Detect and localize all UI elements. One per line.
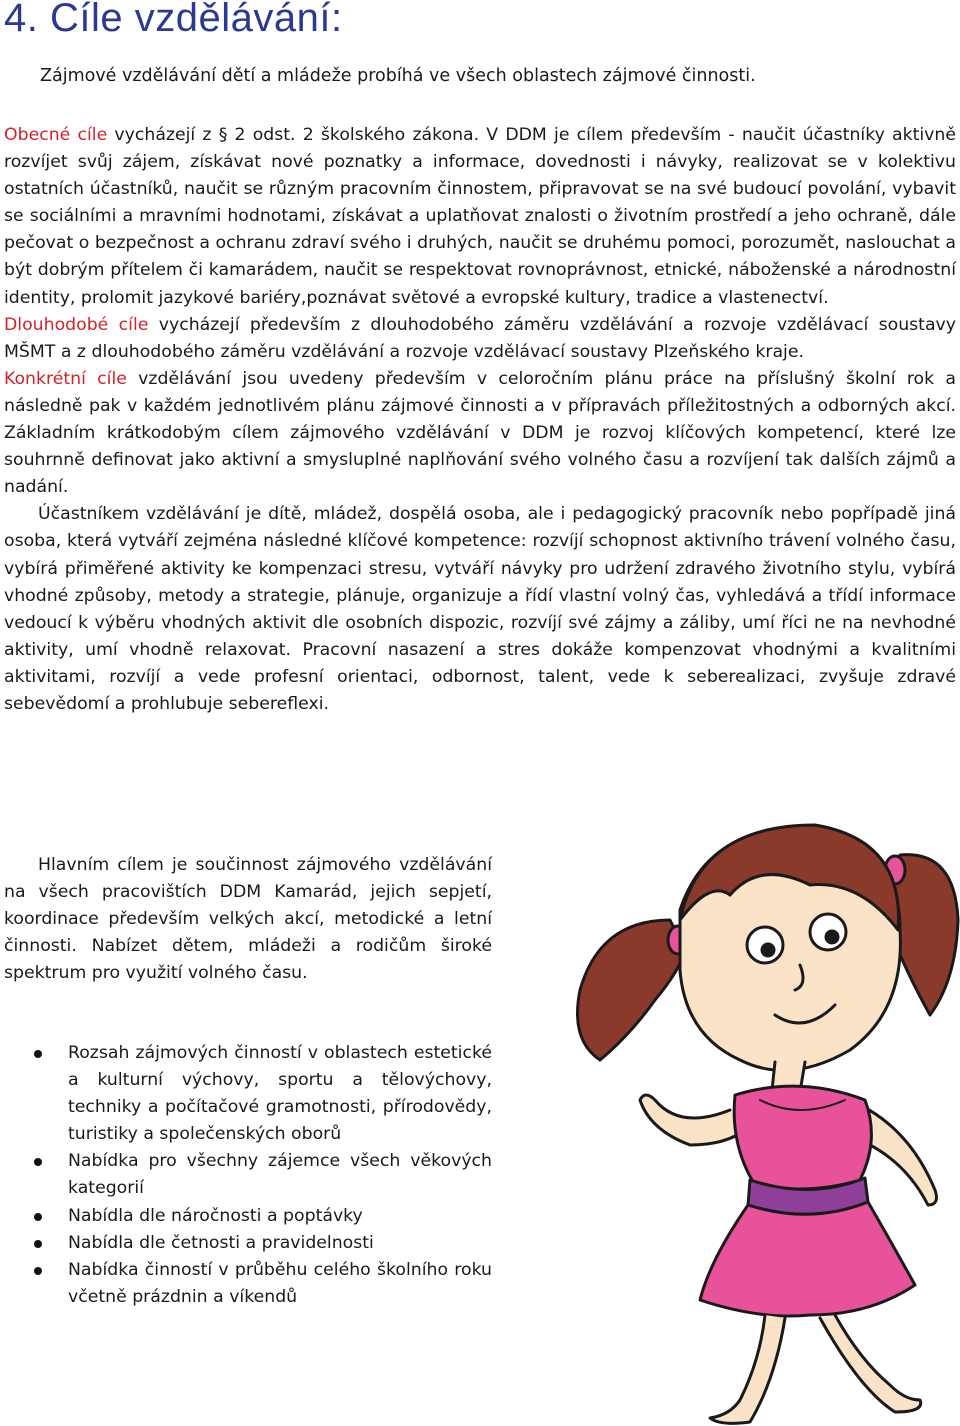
long-term-goals-text: vycházejí především z dlouhodobého záměru vzdělávání a rozvoje vzdělávací soustavy MŠMT a z dlouhodobého záměru vzdělávání a rozvoje vzdělávací soustavy Plzeňského kraje. xyxy=(4,314,956,362)
list-item xyxy=(20,1230,492,1257)
list-item-text: Rozsah zájmových činností v oblastech estetické a kulturní výchovy, sportu a tělovýchovy, techniky a počítačové gramotnosti, přírodovědy, turistiky a společenských oborů xyxy=(68,1043,492,1145)
main-goal-paragraph: Hlavním cílem je součinnost zájmového vzdělávání na všech pracovištích DDM Kamarád, jejich sepjetí, koordinace především velkých akcí, metodické a letní činnosti. Nabízet dětem, mládeži a rodičům široké spektrum pro využití volného času. xyxy=(4,855,492,984)
participant-paragraph: Účastníkem vzdělávání je dítě, mládež, dospělá osoba, ale i pedagogický pracovník nebo popřípadě jiná osoba, která vytváří zejména následné klíčové kompetence: rozvíjí schopnost aktivního trávení volného času, vybírá přiměřené aktivity ke kompenzaci stresu, vytváří návyky pro udržení zdravého životního stylu, vybírá vhodné způsoby, metody a strategie, plánuje, organizuje a řídí vlastní volný čas, vyhledává a třídí informace vedoucí k výběru vhodných aktivit dle osobních dispozic, rozvíjí své zájmy a záliby, umí říci ne na nevhodné aktivity, umí vhodně relaxovat. Pracovní nasazení a stres dokáže kompenzovat vhodnými a kvalitními aktivitami, rozvíjí a vede profesní orientaci, odbornost, talent, vede k seberealizaci, zvyšuje zdravé sebevědomí a prohlubuje sebereflexi. xyxy=(4,504,956,714)
list-item-text: Nabídka činností v průběhu celého školního roku včetně prázdnin a víkendů xyxy=(68,1259,492,1307)
bullet-icon xyxy=(34,1158,42,1166)
offer-list xyxy=(20,1040,492,1311)
general-goals-paragraph xyxy=(4,122,956,312)
main-text xyxy=(4,122,956,718)
list-item xyxy=(20,1148,492,1202)
long-term-goals-paragraph xyxy=(4,312,956,366)
list-item-text: Nabídla dle náročnosti a poptávky xyxy=(68,1205,363,1226)
bullet-icon xyxy=(34,1267,42,1275)
bullet-icon xyxy=(34,1240,42,1248)
girl-illustration xyxy=(560,800,960,1426)
intro-paragraph: Zájmové vzdělávání dětí a mládeže probíhá ve všech oblastech zájmové činnosti. xyxy=(40,66,756,86)
bullet-icon xyxy=(34,1213,42,1221)
list-item-text: Nabídla dle četnosti a pravidelnosti xyxy=(68,1232,374,1253)
bullet-icon xyxy=(34,1050,42,1058)
long-term-goals-label: Dlouhodobé cíle xyxy=(4,314,149,335)
list-item xyxy=(20,1203,492,1230)
specific-goals-text: vzdělávání jsou uvedeny především v celoročním plánu práce na příslušný školní rok a následně pak v každém jednotlivém plánu zájmové činnosti a v přípravách příležitostných a odborných akcí. Základním krátkodobým cílem zájmového vzdělávání v DDM je rozvoj klíčových kompetencí, které lze souhrnně definovat jako aktivní a smysluplné naplňování svého volného času a rozvíjení tak dalších zájmů a nadání. xyxy=(4,368,957,498)
list-item xyxy=(20,1040,492,1148)
list-item-text: Nabídka pro všechny zájemce všech věkových kategorií xyxy=(68,1151,492,1199)
general-goals-text: vycházejí z § 2 odst. 2 školského zákona. V DDM je cílem především - naučit účastníky aktivně rozvíjet svůj zájem, získávat nové poznatky a informace, dovednosti i návyky, realizovat se v kolektivu ostatních účastníků, naučit se různým pracovním činnostem, připravovat se na své budoucí povolání, vybavit se sociálními a mravními hodnotami, získávat a uplatňovat znalosti o životním prostředí a jeho ochraně, dále pečovat o bezpečnost a ochranu zdraví svého i druhých, naučit se druhému pomoci, porozumět, naslouchat a být dobrým přítelem či kamarádem, naučit se respektovat rovnoprávnost, etnické, náboženské a národnostní identity, prolomit jazykové bariéry,poznávat světové a evropské kultury, tradice a vlastenectví. xyxy=(4,125,956,308)
specific-goals-label: Konkrétní cíle xyxy=(4,368,127,389)
specific-goals-paragraph xyxy=(4,366,956,501)
page-title: 4. Cíle vzdělávání: xyxy=(4,0,343,40)
general-goals-label: Obecné cíle xyxy=(4,125,108,145)
list-item xyxy=(20,1257,492,1311)
